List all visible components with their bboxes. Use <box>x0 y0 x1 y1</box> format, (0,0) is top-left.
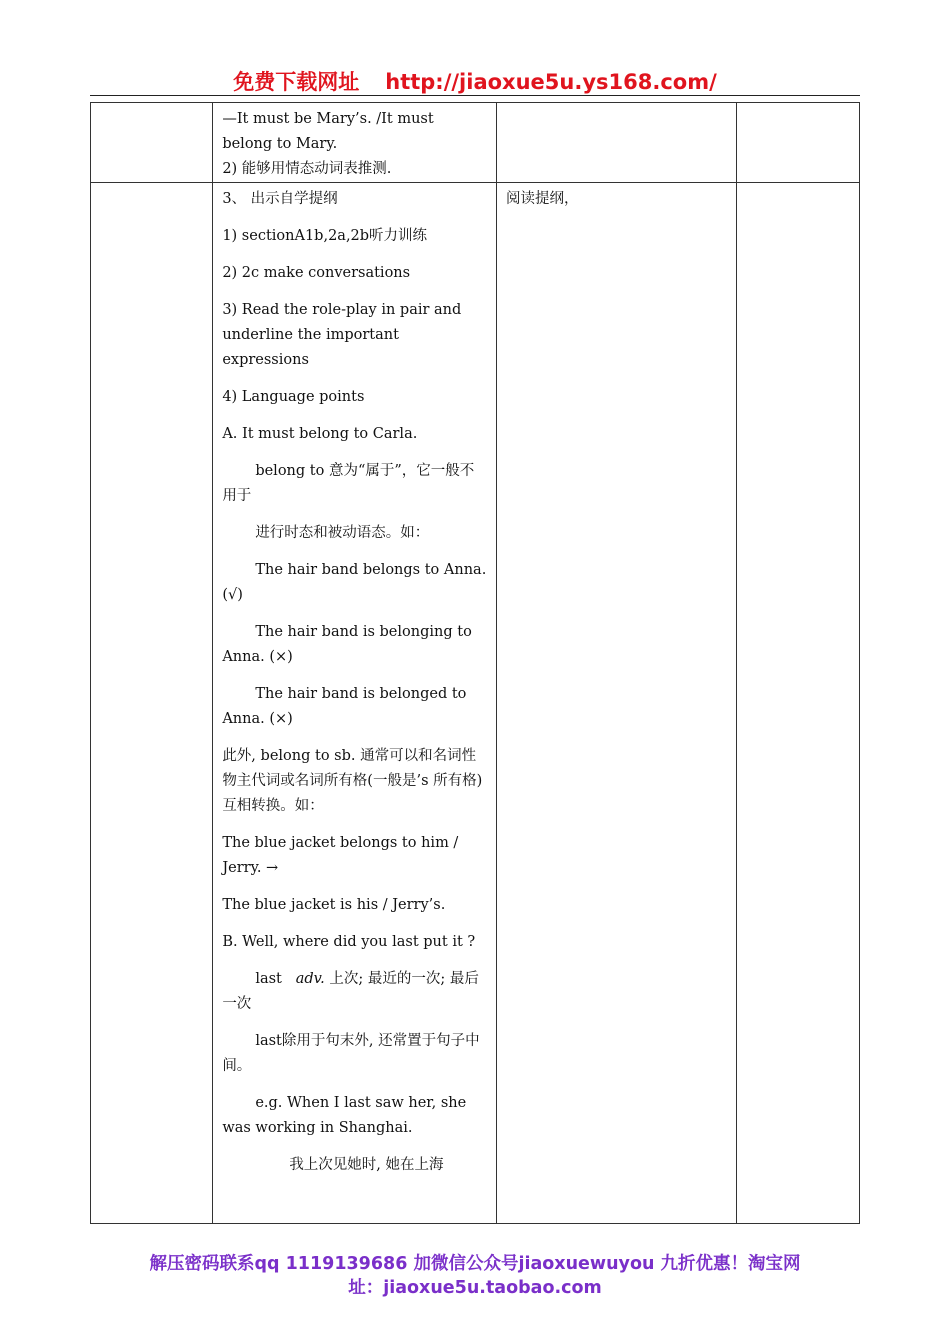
example-sentence: The blue jacket belongs to him / Jerry. → <box>222 835 459 876</box>
language-point: A. It must belong to Carla. <box>222 426 418 442</box>
table-cell <box>736 183 859 1224</box>
table-cell <box>213 103 497 183</box>
table-cell <box>91 183 213 1224</box>
table-cell <box>497 183 737 1224</box>
page-footer <box>0 1252 950 1300</box>
table-cell <box>736 103 859 183</box>
header-url-link[interactable]: http://jiaoxue5u.ys168.com/ <box>385 70 717 94</box>
footer-line: 解压密码联系qq 1119139686 加微信公众号jiaoxuewuyou 九折优惠！淘宝网 <box>149 1254 801 1274</box>
lesson-table <box>90 102 860 1224</box>
header-site-label: 免费下载网址 <box>233 70 360 94</box>
table-cell <box>213 183 497 1224</box>
word-definition <box>222 967 488 1017</box>
list-item: 1) sectionA1b,2a,2b听力训练 <box>222 228 428 244</box>
section-heading: 3、 出示自学提纲 <box>222 191 338 207</box>
example-sentence: The hair band is belonging to Anna. (×) <box>222 624 472 665</box>
headword: last <box>255 971 282 987</box>
explanation-text: 进行时态和被动语态。如： <box>255 525 430 541</box>
part-of-speech: adv. <box>295 971 325 987</box>
example-answer: —It must be Mary’s. /It must belong to Mary. <box>222 111 434 152</box>
header-rule <box>90 95 860 96</box>
language-point: B. Well, where did you last put it ? <box>222 934 476 950</box>
list-item: 4) Language points <box>222 389 365 405</box>
example-sentence: The blue jacket is his / Jerry’s. <box>222 897 446 913</box>
list-item: 3) Read the role-play in pair and underline the important expressions <box>222 302 462 368</box>
table-cell <box>497 103 737 183</box>
translation-text: 我上次见她时, 她在上海 <box>289 1157 444 1173</box>
table-cell <box>91 103 213 183</box>
table-row <box>91 183 860 1224</box>
explanation-text: last除用于句末外, 还常置于句子中间。 <box>222 1033 480 1074</box>
explanation-text: belong to 意为“属于”，它一般不用于 <box>222 463 475 504</box>
explanation-text: 此外, belong to sb. 通常可以和名词性物主代词或名词所有格(一般是’s 所有格)互相转换。如： <box>222 748 483 814</box>
example-sentence: The hair band is belonged to Anna. (×) <box>222 686 467 727</box>
page-header <box>0 66 950 96</box>
definition-text: 上次; 最近的一次; 最后一次 <box>222 971 479 1012</box>
objective-item: 2) 能够用情态动词表推测. <box>222 161 392 177</box>
footer-line: 址：jiaoxue5u.taobao.com <box>348 1278 602 1298</box>
table-row <box>91 103 860 183</box>
example-sentence: e.g. When I last saw her, she was working in Shanghai. <box>222 1095 467 1136</box>
student-activity: 阅读提纲， <box>506 191 579 207</box>
example-sentence: The hair band belongs to Anna. (√) <box>222 562 487 603</box>
list-item: 2) 2c make conversations <box>222 265 411 281</box>
